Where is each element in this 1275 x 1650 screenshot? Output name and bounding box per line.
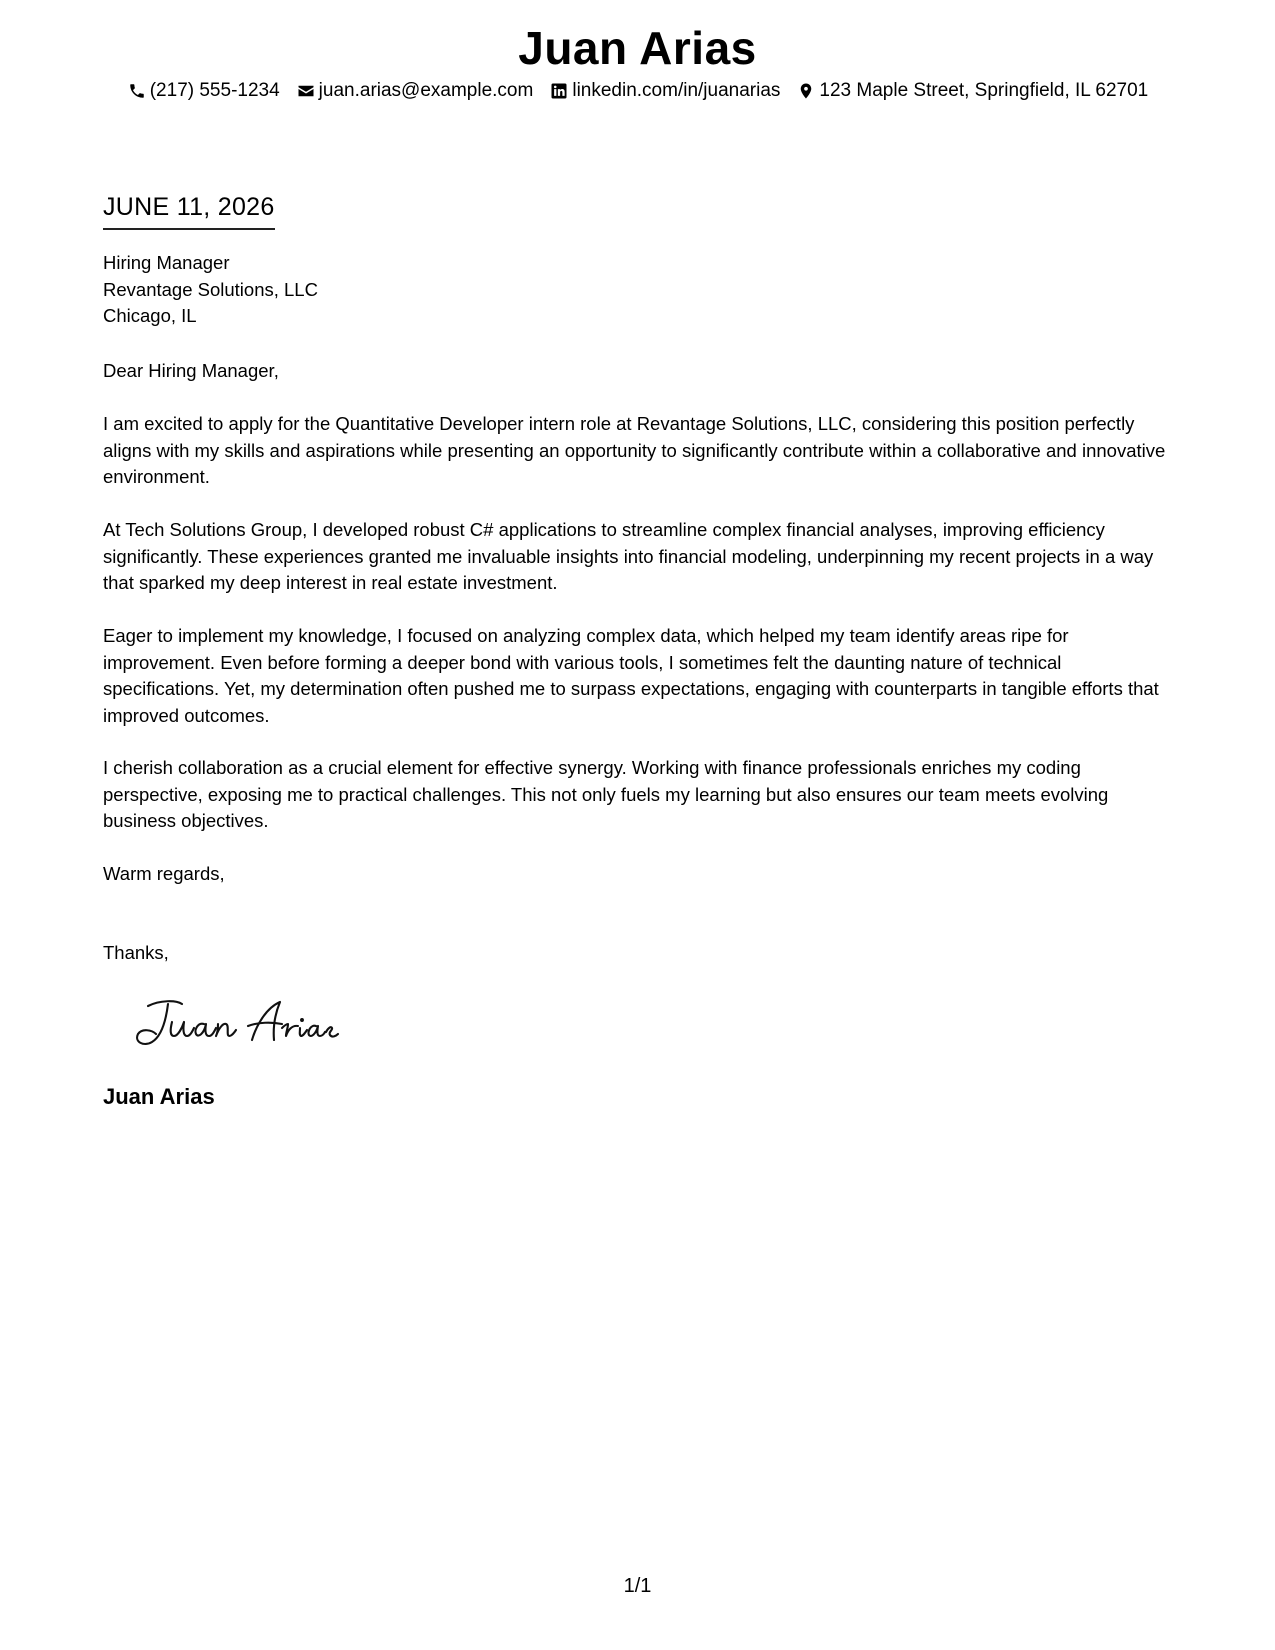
linkedin-icon [549, 81, 569, 101]
body-paragraph: Eager to implement my knowledge, I focused on analyzing complex data, which helped my team identify areas ripe for improvement. Even before forming a deeper bond with various tools, I sometimes felt the daunting nature of technical specifications. Yet, my determination often pushed me to surpass expectations, engaging with counterparts in tangible efforts that improved outcomes. [103, 625, 1159, 726]
street-address: 123 Maple Street, Springfield, IL 62701 [819, 80, 1149, 101]
linkedin-url: linkedin.com/in/juanarias [572, 80, 781, 101]
contact-phone [127, 78, 280, 104]
phone-number: (217) 555-1234 [149, 80, 280, 101]
recipient-company: Revantage Solutions, LLC [103, 278, 318, 300]
body-paragraph: I am excited to apply for the Quantitative Developer intern role at Revantage Solutions, LLC, considering this position perfectly aligns with my skills and aspirations while presenting an opportunity to significantly contribute within a collaborative and innovative environment. [103, 413, 1166, 487]
recipient-title: Hiring Manager [103, 252, 230, 273]
map-pin-icon [796, 81, 816, 101]
salutation: Dear Hiring Manager, [103, 360, 279, 381]
recipient-location: Chicago, IL [103, 305, 197, 326]
contact-address [796, 78, 1148, 104]
body-paragraph: I cherish collaboration as a crucial element for effective synergy. Working with finance professionals enriches my coding perspective, exposing me to practical challenges. This not only fuels my learning but also ensures our team meets evolving business objectives. [103, 757, 1109, 831]
page-number: 1/1 [623, 1575, 652, 1597]
closing-line: Warm regards, [103, 863, 225, 884]
contact-info-bar [0, 78, 1275, 104]
contact-linkedin [549, 78, 780, 104]
contact-email [296, 78, 534, 104]
signer-name: Juan Arias [103, 1084, 215, 1109]
recipient-block [103, 250, 1178, 330]
thanks-line: Thanks, [103, 942, 169, 963]
envelope-icon [296, 81, 316, 101]
body-paragraph: At Tech Solutions Group, I developed robust C# applications to streamline complex financial analyses, improving efficiency significantly. These experiences granted me invaluable insights into financial modeling, underpinning my recent projects in a way that sparked my deep interest in real estate investment. [103, 519, 1154, 593]
email-address: juan.arias@example.com [318, 80, 534, 101]
handwritten-signature [130, 992, 340, 1062]
phone-icon [127, 81, 147, 101]
applicant-name-heading: Juan Arias [518, 22, 757, 74]
letter-date: JUNE 11, 2026 [103, 190, 275, 230]
